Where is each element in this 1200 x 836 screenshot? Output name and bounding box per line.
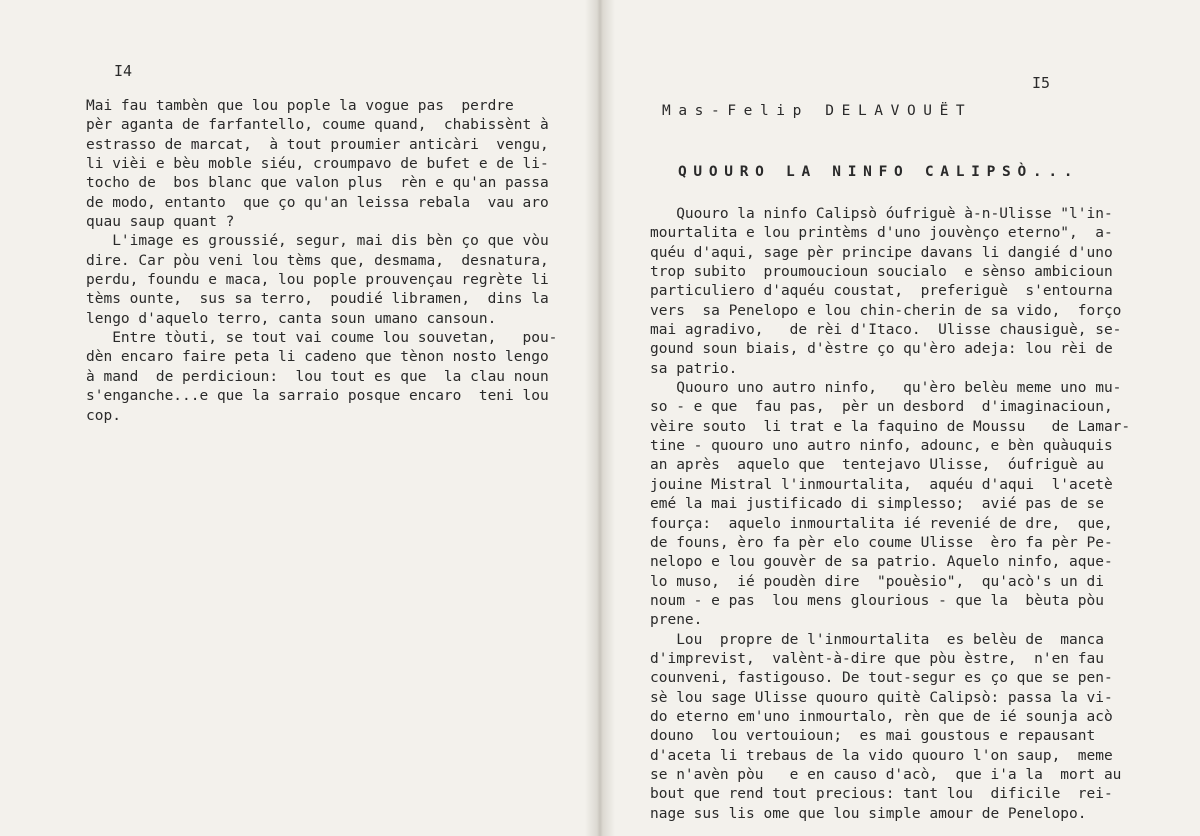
text-line: se n'avèn pòu e en causo d'acò, que i'a la mort au — [650, 766, 1122, 783]
text-line: quau saup quant ? — [86, 214, 235, 231]
text-line: prene. — [650, 612, 703, 629]
right-page-text — [650, 205, 1130, 824]
text-line: an après aquelo que tentejavo Ulisse, óufriguè au — [650, 457, 1104, 474]
text-line: cop. — [86, 407, 121, 424]
text-line: lengo d'aquelo terro, canta soun umano cansoun. — [86, 310, 497, 327]
text-line: emé la mai justificado di simplesso; avié pas de se — [650, 496, 1104, 513]
text-line: à mand de perdicioun: lou tout es que la clau noun — [86, 368, 549, 385]
right-page — [612, 0, 1200, 836]
text-line: tèms ounte, sus sa terro, poudié libramen, dins la — [86, 291, 549, 308]
text-line: estrasso de marcat, à tout proumier anticàri vengu, — [86, 136, 549, 153]
text-line: counveni, fastigouso. De tout-segur es ço que se pen- — [650, 670, 1113, 687]
text-line: fourça: aquelo inmourtalita ié revenié de dre, que, — [650, 515, 1113, 532]
text-line: trop subito proumoucioun soucialo e sènso ambicioun — [650, 264, 1113, 281]
text-line: mai agradivo, de rèi d'Itaco. Ulisse chausiguè, se- — [650, 322, 1122, 339]
text-line: particuliero d'aquéu coustat, preferiguè s'entourna — [650, 283, 1113, 300]
text-line: Quouro la ninfo Calipsò óufriguè à-n-Ulisse "l'in- — [650, 206, 1113, 222]
author-name: Mas-Felip DELAVOUËT — [662, 103, 973, 119]
text-line: noum - e pas lou mens glourious - que la bèuta pòu — [650, 592, 1104, 609]
left-page — [0, 0, 590, 836]
text-line: L'image es groussié, segur, mai dis bèn ço que vòu — [86, 233, 549, 250]
text-line: bout que rend tout precious: tant lou dificile rei- — [650, 786, 1113, 803]
text-line: lo muso, ié poudèn dire "pouèsio", qu'acò's un di — [650, 573, 1104, 590]
text-line: Quouro uno autro ninfo, qu'èro belèu meme uno mu- — [650, 380, 1122, 397]
left-page-text — [86, 97, 557, 426]
text-line: Lou propre de l'inmourtalita es belèu de manca — [650, 631, 1104, 648]
text-line: Mai fau tambèn que lou pople la vogue pas perdre — [86, 98, 514, 114]
text-line: d'aceta li trebaus de la vido quouro l'on saup, meme — [650, 747, 1113, 764]
text-line: Entre tòuti, se tout vai coume lou souvetan, pou- — [86, 330, 558, 347]
text-line: dèn encaro faire peta li cadeno que tènon nosto lengo — [86, 349, 549, 366]
text-line: s'enganche...e que la sarraio posque encaro teni lou — [86, 388, 549, 405]
page-number-left: I4 — [114, 62, 133, 80]
text-line: de founs, èro fa pèr elo coume Ulisse èro fa pèr Pe- — [650, 534, 1113, 551]
text-line: quéu d'aqui, sage pèr principe davans li dangié d'uno — [650, 244, 1113, 261]
text-line: nelopo e lou gouvèr de sa patrio. Aquelo ninfo, aque- — [650, 554, 1113, 571]
article-title: QUOURO LA NINFO CALIPSÒ... — [678, 164, 1080, 180]
text-line: vers sa Penelopo e lou chin-cherin de sa vido, forço — [650, 302, 1122, 319]
text-line: vèire souto li trat e la faquino de Moussu de Lamar- — [650, 418, 1131, 435]
text-line: so - e que fau pas, pèr un desbord d'imaginacioun, — [650, 399, 1113, 416]
text-line: tocho de bos blanc que valon plus rèn e qu'an passa — [86, 175, 549, 192]
text-line: sè lou sage Ulisse quouro quitè Calipsò: passa la vi- — [650, 689, 1113, 706]
text-line: douno lou vertouioun; es mai goustous e repausant — [650, 728, 1096, 745]
text-line: pèr aganta de farfantello, coume quand, chabissènt à — [86, 117, 549, 134]
text-line: d'imprevist, valènt-à-dire que pòu èstre, n'en fau — [650, 650, 1104, 667]
text-line: dire. Car pòu veni lou tèms que, desmama, desnatura, — [86, 252, 549, 269]
text-line: mourtalita e lou printèms d'uno jouvènço eterno", a- — [650, 225, 1113, 242]
text-line: gound soun biais, d'èstre ço qu'èro adeja: lou rèi de — [650, 341, 1113, 358]
text-line: de modo, entanto que ço qu'an leissa rebala vau aro — [86, 194, 549, 211]
text-line: li vièi e bèu moble siéu, croumpavo de bufet e de li- — [86, 156, 549, 173]
text-line: nage sus lis ome que lou simple amour de Penelopo. — [650, 805, 1087, 822]
text-line: do eterno em'uno inmourtalo, rèn que de ié sounja acò — [650, 708, 1113, 725]
text-line: perdu, foundu e maca, lou pople prouvençau regrète li — [86, 272, 549, 289]
text-line: tine - quouro uno autro ninfo, adounc, e bèn quàuquis — [650, 438, 1113, 455]
text-line: jouine Mistral l'inmourtalita, aquéu d'aqui l'acetè — [650, 476, 1113, 493]
page-number-right: I5 — [1032, 74, 1051, 92]
text-line: sa patrio. — [650, 360, 738, 377]
